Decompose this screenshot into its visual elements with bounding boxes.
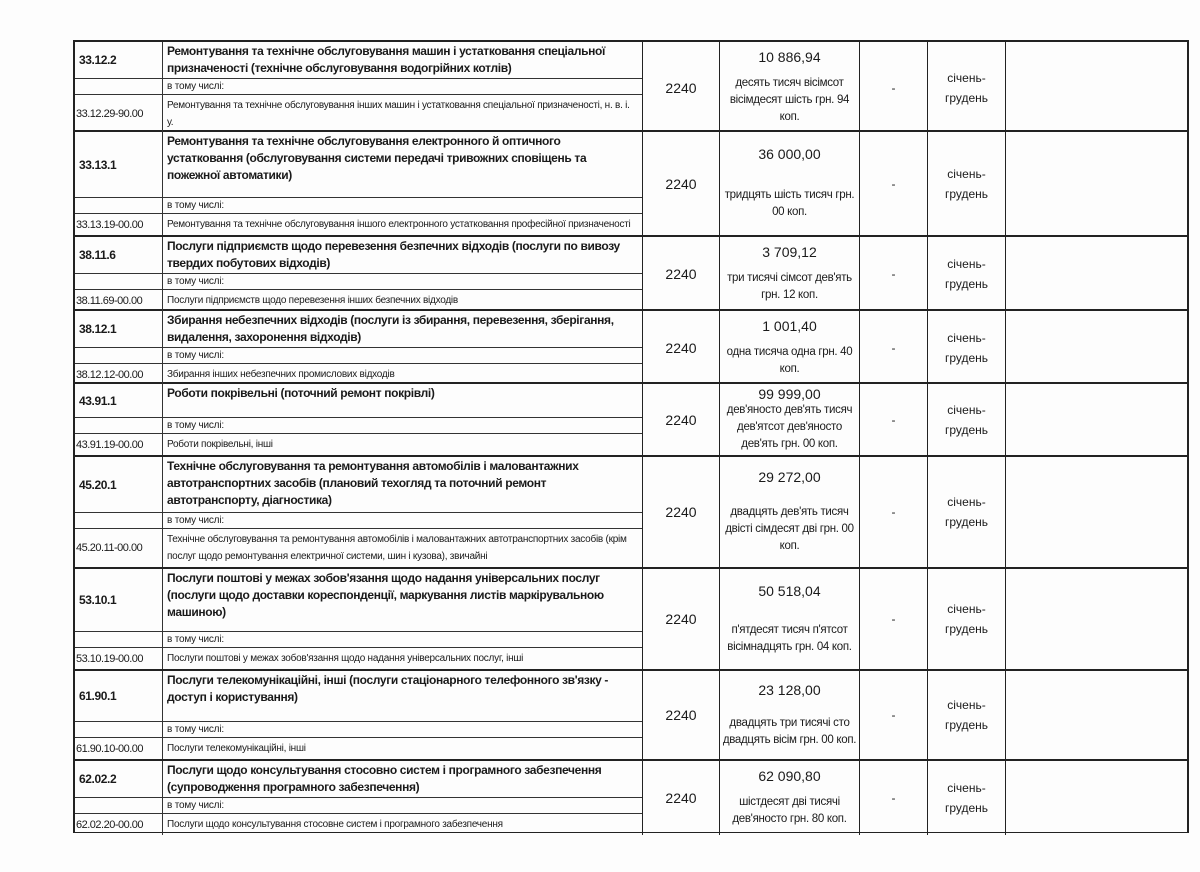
sub-item-title: Послуги поштові у межах зобов'язання щодо надання універсальних послуг, інші — [162, 647, 642, 669]
item-title: Технічне обслуговування та ремонтування автомобілів і маловантажних автотранспортних засобів (плановий техогляд та поточний ремонт автотранспорту, діагностика) — [162, 457, 642, 512]
amount-cell — [719, 569, 859, 669]
item-title: Послуги щодо консультування стосовно систем і програмного забезпечення (супроводження програмного забезпечення) — [162, 761, 642, 797]
kekv-code: 2240 — [642, 237, 719, 311]
item-code: 33.13.1 — [79, 157, 117, 172]
item-code: 43.91.1 — [79, 393, 117, 408]
period-cell: січень-грудень — [927, 311, 1005, 385]
including-label: в тому числі: — [162, 512, 642, 528]
other-cell: - — [859, 237, 927, 311]
item-description — [75, 761, 642, 835]
sub-item-title: Ремонтування та технічне обслуговування іншого електронного устатковання професійної призначеності — [162, 213, 642, 235]
table-row — [75, 235, 1187, 309]
sub-item-code: 33.12.29-90.00 — [75, 94, 162, 133]
item-code: 61.90.1 — [79, 689, 117, 703]
amount-cell — [719, 42, 859, 133]
period-cell: січень-грудень — [927, 42, 1005, 133]
table-row — [75, 42, 1187, 130]
empty-cell — [75, 797, 162, 813]
amount-in-words: двадцять дев'ять тисяч двісті сімдесят дві грн. 00 коп. — [725, 506, 854, 553]
sub-item-title: Технічне обслуговування та ремонтування автомобілів і маловантажних автотранспортних засобів (крім послуг щодо ремонтування електричної системи, шин і кузова), звичайні — [162, 528, 642, 567]
notes-cell — [1005, 384, 1187, 455]
amount-in-words: п'ятдесят тисяч п'ятсот вісімнадцять грн. 04 коп. — [727, 623, 852, 653]
amount-cell — [719, 237, 859, 311]
item-code: 45.20.1 — [79, 477, 117, 492]
item-description — [75, 311, 642, 385]
sub-item-title: Послуги щодо консультування стосовне систем і програмного забезпечення — [162, 813, 642, 835]
notes-cell — [1005, 311, 1187, 385]
other-cell: - — [859, 569, 927, 669]
period-cell: січень-грудень — [927, 569, 1005, 669]
item-title: Послуги підприємств щодо перевезення безпечних відходів (послуги по вивозу твердих побутових відходів) — [162, 237, 642, 273]
kekv-code: 2240 — [642, 311, 719, 385]
amount-value: 36 000,00 — [758, 146, 821, 163]
amount-cell — [719, 761, 859, 835]
sub-item-code: 43.91.19-00.00 — [75, 433, 162, 455]
item-title: Ремонтування та технічне обслуговування машин і устатковання спеціальної призначеності (технічне обслуговування водогрійних котлів) — [162, 42, 642, 78]
table-row — [75, 567, 1187, 669]
amount-value: 50 518,04 — [758, 582, 821, 599]
item-code: 38.11.6 — [79, 248, 116, 262]
sub-item-title: Збирання інших небезпечних промислових відходів — [162, 363, 642, 385]
other-cell: - — [859, 761, 927, 835]
sub-item-code: 53.10.19-00.00 — [75, 647, 162, 669]
including-label: в тому числі: — [162, 273, 642, 289]
amount-in-words: одна тисяча одна грн. 40 коп. — [726, 346, 853, 375]
period-cell: січень-грудень — [927, 384, 1005, 455]
amount-cell — [719, 457, 859, 567]
amount-cell — [719, 384, 859, 455]
sub-item-title: Ремонтування та технічне обслуговування інших машин і устатковання спеціальної призначеності, н. в. і. у. — [162, 94, 642, 133]
amount-cell — [719, 132, 859, 235]
amount-in-words: тридцять шість тисяч грн. 00 коп. — [724, 188, 855, 218]
kekv-code: 2240 — [642, 457, 719, 567]
sub-item-code: 38.11.69-00.00 — [75, 289, 162, 311]
empty-cell — [75, 273, 162, 289]
notes-cell — [1005, 569, 1187, 669]
amount-value: 62 090,80 — [758, 768, 821, 784]
including-label: в тому числі: — [162, 797, 642, 813]
amount-in-words: двадцять три тисячі сто двадцять вісім грн. 00 коп. — [722, 716, 857, 746]
other-cell: - — [859, 671, 927, 759]
including-label: в тому числі: — [162, 631, 642, 647]
item-code: 53.10.1 — [79, 593, 117, 607]
including-label: в тому числі: — [162, 721, 642, 737]
kekv-code: 2240 — [642, 132, 719, 235]
sub-item-code: 33.13.19-00.00 — [75, 213, 162, 235]
sub-item-title: Послуги підприємств щодо перевезення інших безпечних відходів — [162, 289, 642, 311]
period-cell: січень-грудень — [927, 671, 1005, 759]
kekv-code: 2240 — [642, 384, 719, 455]
empty-cell — [75, 721, 162, 737]
period-cell: січень-грудень — [927, 761, 1005, 835]
sub-item-code: 38.12.12-00.00 — [75, 363, 162, 385]
item-description — [75, 671, 642, 759]
amount-value: 29 272,00 — [758, 468, 821, 485]
other-cell: - — [859, 457, 927, 567]
item-description — [75, 569, 642, 669]
amount-value: 23 128,00 — [758, 681, 821, 698]
item-description — [75, 237, 642, 311]
item-description — [75, 132, 642, 235]
empty-cell — [75, 78, 162, 94]
item-title: Збирання небезпечних відходів (послуги із збирання, перевезення, зберігання, видалення, захоронення відходів) — [162, 311, 642, 347]
notes-cell — [1005, 237, 1187, 311]
amount-value: 10 886,94 — [758, 49, 821, 65]
kekv-code: 2240 — [642, 42, 719, 133]
procurement-table — [73, 40, 1189, 833]
period-cell: січень-грудень — [927, 237, 1005, 311]
notes-cell — [1005, 761, 1187, 835]
including-label: в тому числі: — [162, 417, 642, 433]
sub-item-title: Послуги телекомунікаційні, інші — [162, 737, 642, 759]
other-cell: - — [859, 311, 927, 385]
notes-cell — [1005, 671, 1187, 759]
table-row — [75, 130, 1187, 235]
period-cell: січень-грудень — [927, 457, 1005, 567]
table-row — [75, 309, 1187, 382]
amount-value: 99 999,00 — [758, 386, 821, 402]
item-title: Послуги поштові у межах зобов'язання щодо надання універсальних послуг (послуги щодо доставки кореспонденції, маркування листів маркірувальною машиною) — [162, 569, 642, 631]
item-description — [75, 457, 642, 567]
table-row — [75, 382, 1187, 455]
sub-item-code: 62.02.20-00.00 — [75, 813, 162, 835]
kekv-code: 2240 — [642, 671, 719, 759]
item-title: Ремонтування та технічне обслуговування електронного й оптичного устатковання (обслуговування системи передачі тривожних сповіщень та пожежної автоматики) — [162, 132, 642, 197]
table-row — [75, 669, 1187, 759]
item-title: Послуги телекомунікаційні, інші (послуги стаціонарного телефонного зв'язку - доступ і користування) — [162, 671, 642, 721]
empty-cell — [75, 197, 162, 213]
item-title: Роботи покрівельні (поточний ремонт покрівлі) — [162, 384, 642, 417]
notes-cell — [1005, 457, 1187, 567]
other-cell: - — [859, 384, 927, 455]
table-row — [75, 759, 1187, 832]
amount-value: 3 709,12 — [762, 244, 817, 260]
including-label: в тому числі: — [162, 347, 642, 363]
amount-in-words: три тисячі сімсот дев'ять грн. 12 коп. — [727, 272, 852, 301]
amount-cell — [719, 671, 859, 759]
including-label: в тому числі: — [162, 78, 642, 94]
period-cell: січень-грудень — [927, 132, 1005, 235]
empty-cell — [75, 347, 162, 363]
sub-item-code: 45.20.11-00.00 — [75, 528, 162, 567]
empty-cell — [75, 417, 162, 433]
sub-item-code: 61.90.10-00.00 — [75, 737, 162, 759]
notes-cell — [1005, 42, 1187, 133]
notes-cell — [1005, 132, 1187, 235]
empty-cell — [75, 631, 162, 647]
amount-in-words: десять тисяч вісімсот вісімдесят шість грн. 94 коп. — [729, 77, 850, 123]
sub-item-title: Роботи покрівельні, інші — [162, 433, 642, 455]
item-description — [75, 42, 642, 133]
including-label: в тому числі: — [162, 197, 642, 213]
item-code: 38.12.1 — [79, 322, 117, 336]
table-row — [75, 455, 1187, 567]
amount-in-words: шістдесят дві тисячі дев'яносто грн. 80 коп. — [732, 796, 847, 825]
item-code: 33.12.2 — [79, 53, 117, 67]
other-cell: - — [859, 132, 927, 235]
kekv-code: 2240 — [642, 569, 719, 669]
item-code: 62.02.2 — [79, 772, 117, 786]
kekv-code: 2240 — [642, 761, 719, 835]
item-description — [75, 384, 642, 455]
amount-cell — [719, 311, 859, 385]
amount-in-words: дев'яносто дев'ять тисяч дев'ятсот дев'яносто дев'ять грн. 00 коп. — [726, 404, 853, 450]
empty-cell — [75, 512, 162, 528]
amount-value: 1 001,40 — [762, 318, 817, 334]
other-cell: - — [859, 42, 927, 133]
